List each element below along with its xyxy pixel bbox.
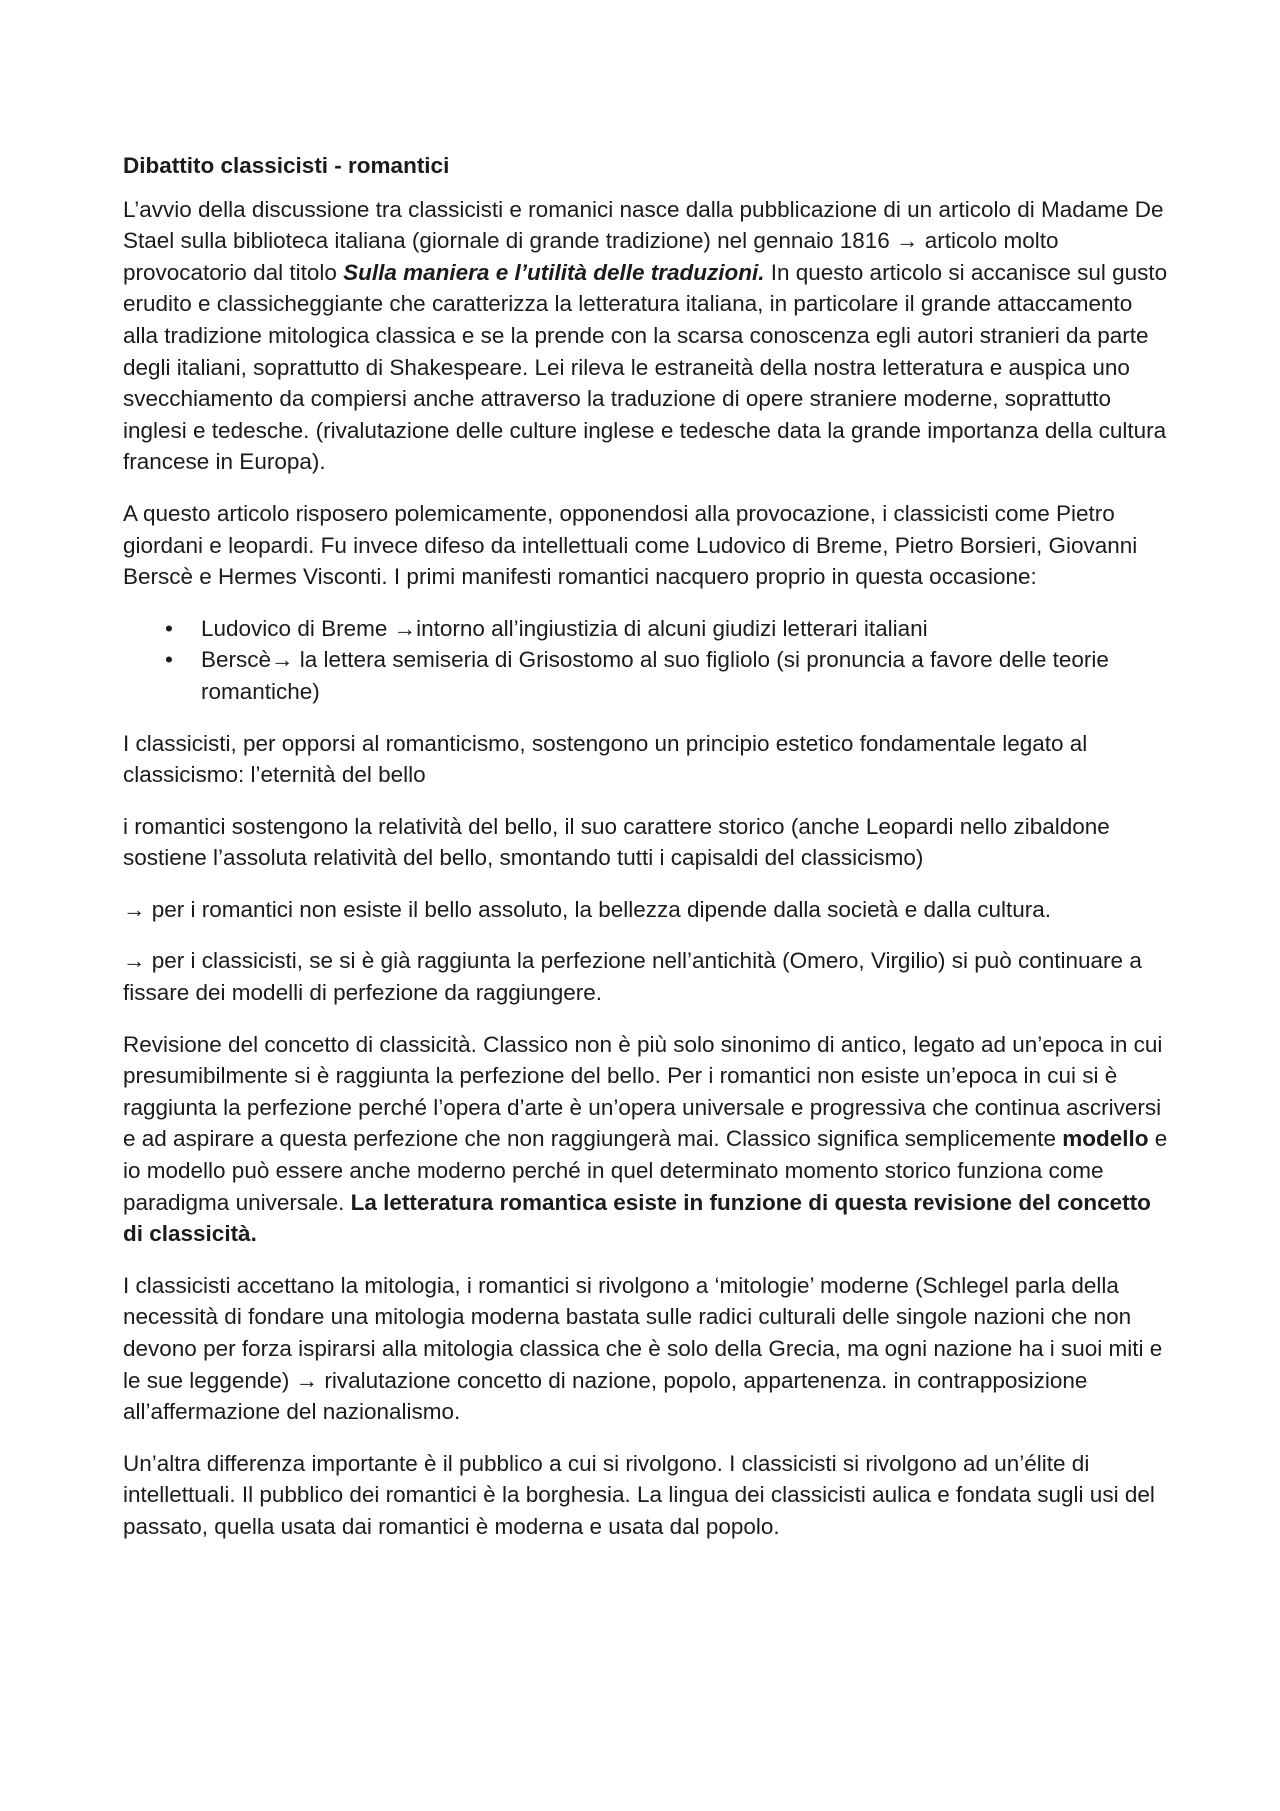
document-page	[123, 150, 1168, 1563]
list-item-text: Berscè→ la lettera semiseria di Grisostomo al suo figliolo (si pronuncia a favore delle teorie romantiche)	[201, 647, 1109, 704]
paragraph-de-stael	[123, 194, 1168, 478]
bullet-icon: •	[165, 647, 173, 673]
document-title: Dibattito classicisti - romantici	[123, 153, 450, 178]
list-item	[123, 613, 1168, 645]
paragraph-romantici-relativity: i romantici sostengono la relatività del bello, il suo carattere storico (anche Leopardi nello zibaldone sostiene l’assoluta relatività del bello, smontando tutti i capisaldi del classicismo)	[123, 813, 1110, 871]
bold-term-modello: modello	[1062, 1126, 1149, 1152]
list-item-text: Ludovico di Breme →intorno all’ingiustizia di alcuni giudizi letterari italiani	[201, 615, 928, 641]
paragraph-text: L’avvio della discussione tra classicisti e romanici nasce dalla pubblicazione di un articolo di Madame De Stael sulla biblioteca italiana (giornale di grande tradizione) nel gennaio 1816 → articolo molto provocatorio dal titolo	[123, 196, 1164, 285]
paragraph-arrow-romantici: → per i romantici non esiste il bello assoluto, la bellezza dipende dalla società e dalla cultura.	[123, 896, 1052, 922]
article-title-emphasis: Sulla maniera e l’utilità delle traduzioni.	[343, 259, 765, 285]
paragraph-responses: A questo articolo risposero polemicamente, opponendosi alla provocazione, i classicisti come Pietro giordani e leopardi. Fu invece difeso da intellettuali come Ludovico di Breme, Pietro Borsieri, Giovanni Berscè e Hermes Visconti. I primi manifesti romantici nacquero proprio in questa occasione:	[123, 500, 1138, 590]
paragraph-pubblico: Un’altra differenza importante è il pubblico a cui si rivolgono. I classicisti si rivolgono ad un’élite di intellettuali. Il pubblico dei romantici è la borghesia. La lingua dei classicisti aulica e fondata sugli usi del passato, quella usata dai romantici è moderna e usata dal popolo.	[123, 1450, 1155, 1539]
bullet-icon: •	[165, 615, 173, 641]
paragraph-text: Revisione del concetto di classicità. Classico non è più solo sinonimo di antico, legato ad un’epoca in cui presumibilmente si è raggiunta la perfezione del bello. Per i romantici non esiste un’epoca in cui si è raggiunta la perfezione perché l’opera d’arte è un’opera universale e progressiva che continua ascriversi e ad aspirare a questa perfezione che non raggiungerà mai. Classico significa semplicemente	[123, 1031, 1163, 1152]
paragraph-classicita-revision	[123, 1029, 1168, 1250]
paragraph-mitologia: I classicisti accettano la mitologia, i romantici si rivolgono a ‘mitologie’ moderne (Schlegel parla della necessità di fondare una mitologia moderna bastata sulle radici culturali delle singole nazioni che non devono per forza ispirarsi alla mitologia classica che è solo della Grecia, ma ogni nazione ha i suoi miti e le sue leggende) → rivalutazione concetto di nazione, popolo, appartenenza. in contrapposizione all’affermazione del nazionalismo.	[123, 1272, 1163, 1425]
bold-conclusion: La letteratura romantica esiste in funzione di questa revisione del concetto di classicità.	[123, 1189, 1151, 1247]
list-item	[123, 644, 1168, 707]
manifesti-list	[123, 613, 1168, 708]
paragraph-classicisti-principle: I classicisti, per opporsi al romanticismo, sostengono un principio estetico fondamentale legato al classicismo: l’eternità del bello	[123, 730, 1088, 788]
paragraph-text: In questo articolo si accanisce sul gusto erudito e classicheggiante che caratterizza la letteratura italiana, in particolare il grande attaccamento alla tradizione mitologica classica e se la prende con la scarsa conoscenza egli autori stranieri da parte degli italiani, soprattutto di Shakespeare. Lei rileva le estraneità della nostra letteratura e auspica uno svecchiamento da compiersi anche attraverso la traduzione di opere straniere moderne, soprattutto inglesi e tedesche. (rivalutazione delle culture inglese e tedesche data la grande importanza della cultura francese in Europa).	[123, 259, 1168, 475]
paragraph-text: e io modello può essere anche moderno perché in quel determinato momento storico funziona come paradigma universale.	[123, 1126, 1168, 1215]
paragraph-arrow-classicisti: → per i classicisti, se si è già raggiunta la perfezione nell’antichità (Omero, Virgilio) si può continuare a fissare dei modelli di perfezione da raggiungere.	[123, 948, 1142, 1006]
